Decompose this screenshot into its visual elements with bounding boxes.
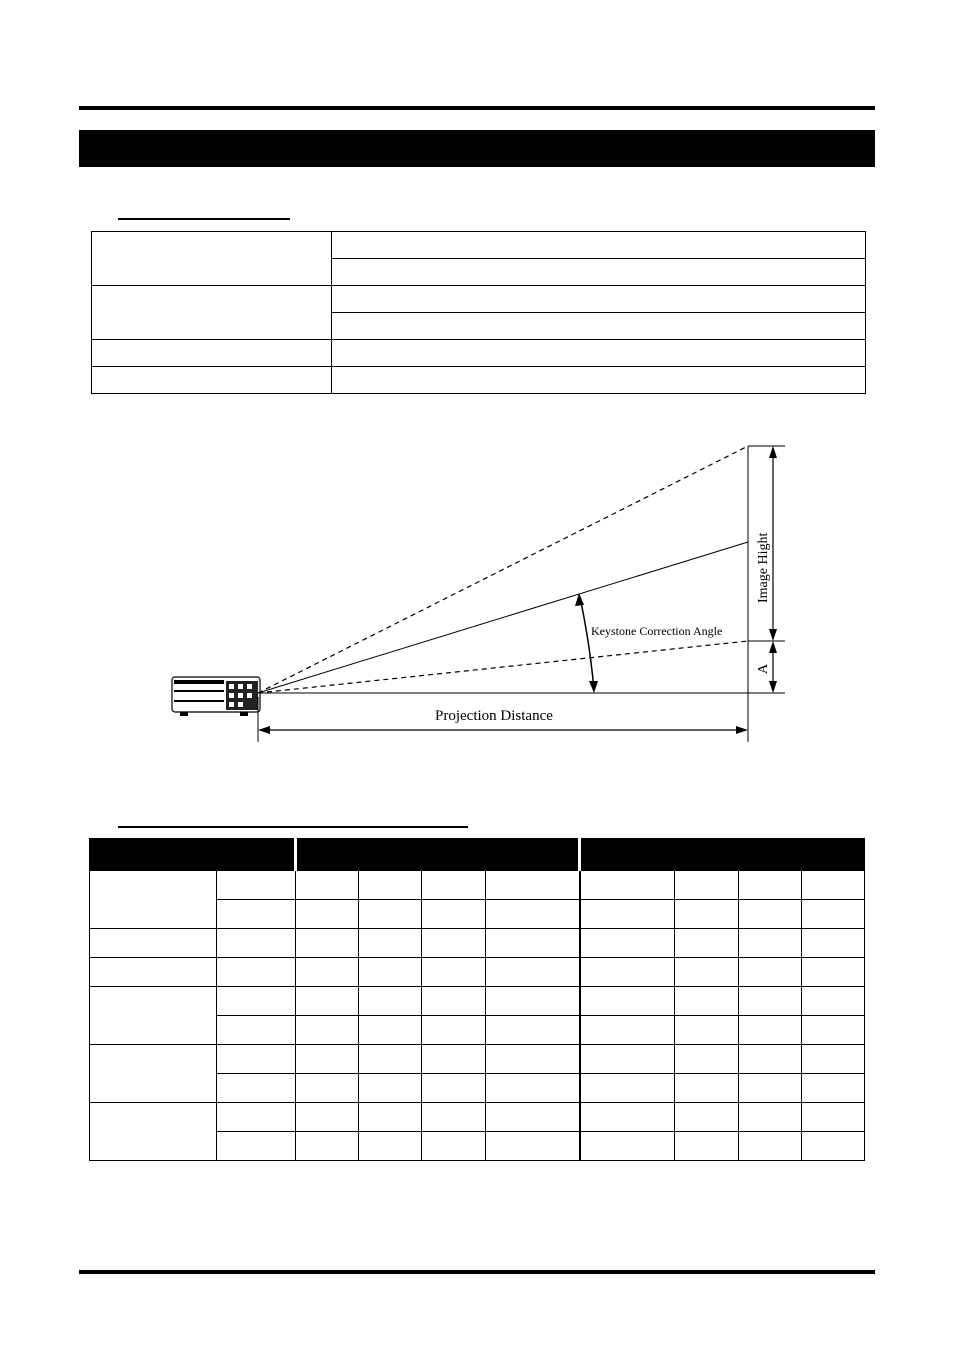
- table-row: [90, 987, 865, 1016]
- table-header-row: [90, 839, 865, 871]
- bottom-rule: [79, 1270, 875, 1274]
- projector-icon: [172, 677, 260, 716]
- table-header-cell: [580, 839, 865, 871]
- table-row: [90, 958, 865, 987]
- distance-table: [89, 838, 865, 1161]
- table-header-cell: [296, 839, 580, 871]
- keystone-angle-label: Keystone Correction Angle: [591, 624, 723, 638]
- offset-a-label: A: [756, 663, 771, 674]
- projection-distance-label: Projection Distance: [435, 708, 553, 724]
- subheading-underline: [118, 826, 468, 828]
- table-row: [90, 871, 865, 900]
- image-height-label: Image Hight: [756, 532, 771, 603]
- projection-distance-dimension: [258, 726, 748, 734]
- projection-lower-dashed-line: [258, 641, 748, 693]
- table-row: [90, 1045, 865, 1074]
- table-row: [90, 1103, 865, 1132]
- projection-upper-dashed-line: [258, 446, 748, 693]
- keystone-angle-arc: [575, 593, 598, 693]
- table-row: [90, 929, 865, 958]
- projection-center-line: [258, 542, 748, 693]
- table-header-cell: [90, 839, 296, 871]
